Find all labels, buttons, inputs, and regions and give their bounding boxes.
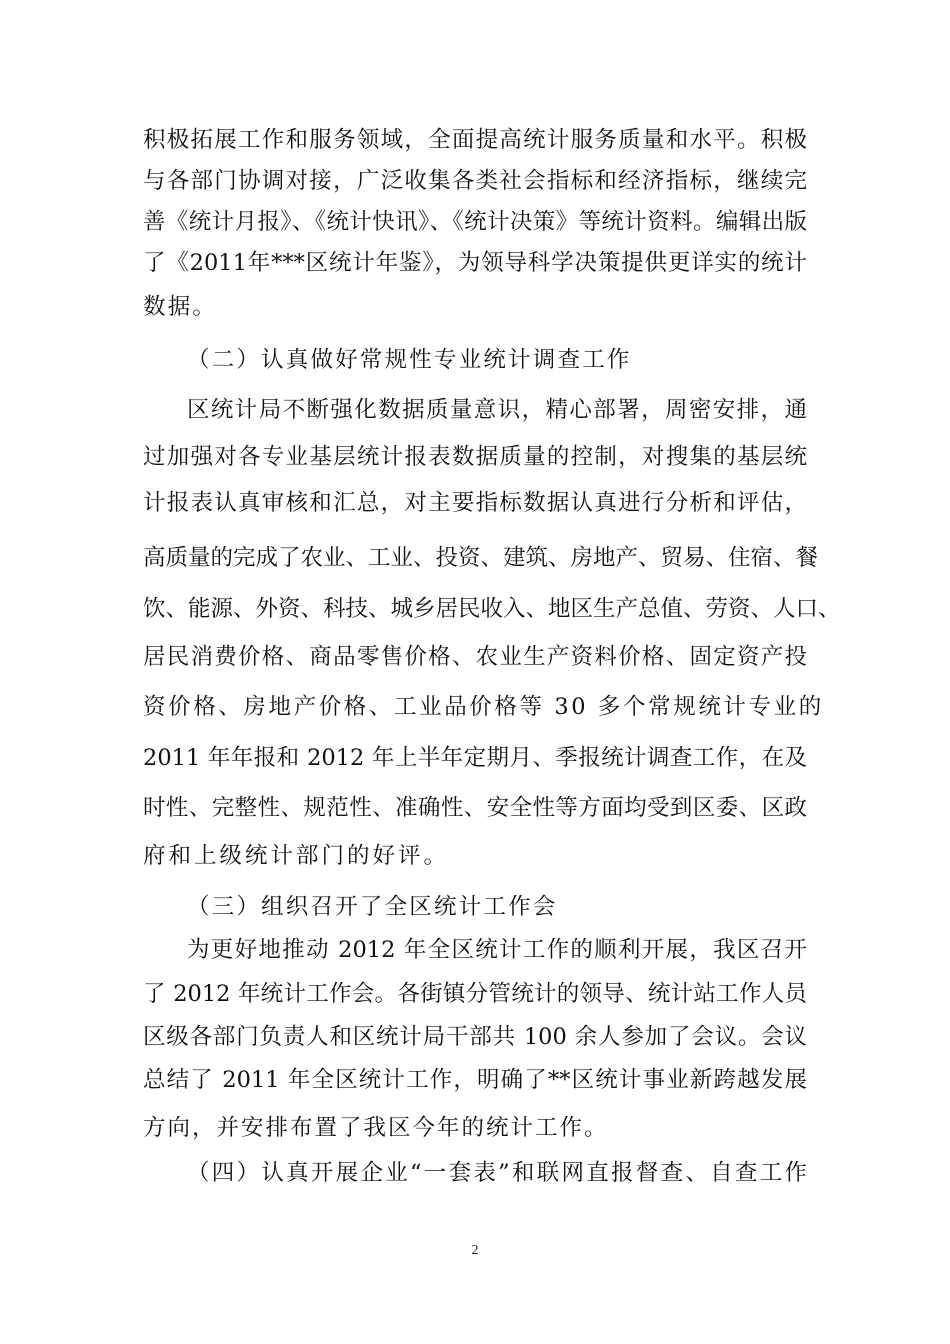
section-heading-4: （四）认真开展企业“一套表”和联网直报督查、自查工作 bbox=[187, 1160, 807, 1186]
body-line: 了 2012 年统计工作会。各街镇分管统计的领导、统计站工作人员 bbox=[143, 981, 807, 1007]
body-line: 资价格、房地产价格、工业品价格等 30 多个常规统计专业的 bbox=[143, 694, 824, 720]
body-line: 府和上级统计部门的好评。 bbox=[143, 843, 450, 869]
body-line: 2011 年年报和 2012 年上半年定期月、季报统计调查工作，在及 bbox=[143, 745, 807, 771]
section-heading-2: （二）认真做好常规性专业统计调查工作 bbox=[187, 347, 632, 373]
body-line: 时性、完整性、规范性、准确性、安全性等方面均受到区委、区政 bbox=[143, 795, 807, 821]
body-line: 方向，并安排布置了我区今年的统计工作。 bbox=[143, 1115, 609, 1141]
page-number: 2 bbox=[471, 1243, 479, 1258]
paragraph-start-line: 区统计局不断强化数据质量意识，精心部署，周密安排，通 bbox=[187, 397, 807, 423]
body-line: 区级各部门负责人和区统计局干部共 100 余人参加了会议。会议 bbox=[143, 1024, 807, 1050]
body-line: 总结了 2011 年全区统计工作，明确了**区统计事业新跨越发展 bbox=[143, 1067, 807, 1093]
body-line: 了《2011年***区统计年鉴》，为领导科学决策提供更详实的统计 bbox=[143, 250, 807, 276]
body-line: 饮、能源、外资、科技、城乡居民收入、地区生产总值、劳资、人口、 bbox=[143, 596, 841, 622]
body-line: 数据。 bbox=[143, 294, 218, 320]
body-line: 计报表认真审核和汇总，对主要指标数据认真进行分析和评估， bbox=[143, 490, 807, 516]
body-line: 积极拓展工作和服务领域，全面提高统计服务质量和水平。积极 bbox=[143, 127, 807, 153]
section-heading-3: （三）组织召开了全区统计工作会 bbox=[187, 894, 558, 920]
body-line: 与各部门协调对接，广泛收集各类社会指标和经济指标，继续完 bbox=[143, 168, 807, 194]
body-line: 过加强对各专业基层统计报表数据质量的控制，对搜集的基层统 bbox=[143, 444, 807, 470]
paragraph-start-line: 为更好地推动 2012 年全区统计工作的顺利开展，我区召开 bbox=[187, 937, 807, 963]
body-line: 居民消费价格、商品零售价格、农业生产资料价格、固定资产投 bbox=[143, 644, 807, 670]
body-line: 善《统计月报》、《统计快讯》、《统计决策》等统计资料。编辑出版 bbox=[143, 209, 807, 235]
body-line: 高质量的完成了农业、工业、投资、建筑、房地产、贸易、住宿、餐 bbox=[143, 545, 819, 571]
